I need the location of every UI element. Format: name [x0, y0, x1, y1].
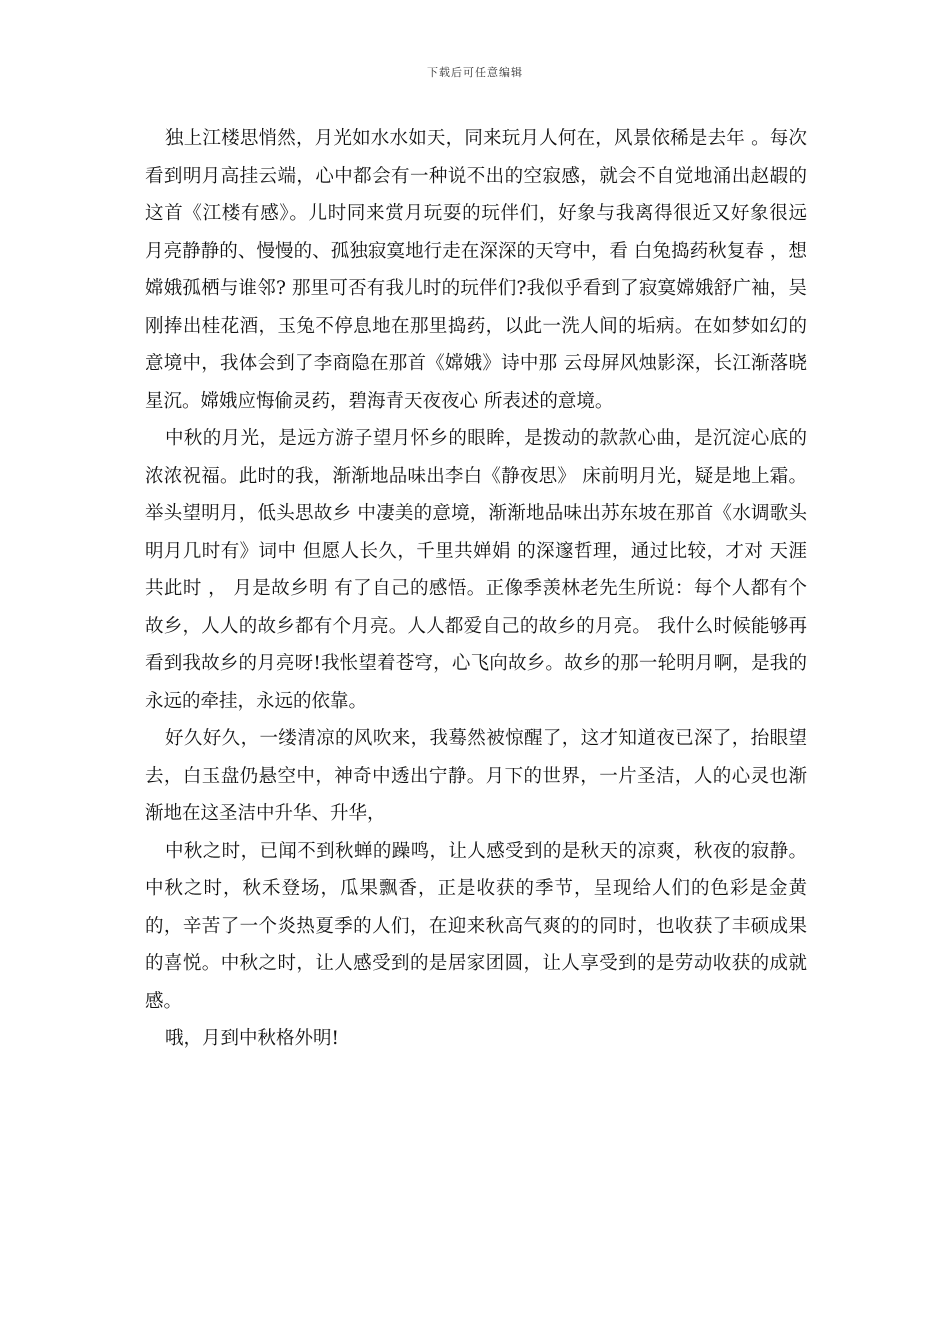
- page-header: 下载后可任意编辑: [427, 66, 523, 79]
- paragraph: 哦，月到中秋格外明!: [165, 1028, 339, 1049]
- paragraph: 中秋之时，已闻不到秋蝉的躁鸣，让人感受到的是秋天的凉爽，秋夜的寂静。中秋之时，秋禾登场，瓜果飘香，正是收获的季节，呈现给人们的色彩是金黄的，辛苦了一个炎热夏季的人们，在迎来秋高气爽的的同时，也收获了丰硕成果的喜悦。中秋之时，让人感受到的是居家团圆，让人享受到的是劳动收获的成就感。: [145, 840, 807, 1012]
- paragraph: 好久好久，一缕清凉的风吹来，我蓦然被惊醒了，这才知道夜已深了，抬眼望去，白玉盘仍悬空中，神奇中透出宁静。月下的世界，一片圣洁，人的心灵也渐渐地在这圣洁中升华、升华，: [145, 728, 807, 824]
- paragraph: 中秋的月光，是远方游子望月怀乡的眼眸，是拨动的款款心曲，是沉淀心底的浓浓祝福。此时的我，渐渐地品味出李白《静夜思》 床前明月光，疑是地上霜。举头望明月，低头思故乡 中凄美的意境，渐渐地品味出苏东坡在那首《水调歌头 明月几时有》词中 但愿人长久，千里共婵娟 的深邃哲理，通过比较，才对 天涯共此时 ， 月是故乡明 有了自己的感悟。正像季羡林老先生所说：每个人都有个故乡，人人的故乡都有个月亮。人人都爱自己的故乡的月亮。 我什么时候能够再看到我故乡的月亮呀!我怅望着苍穹，心飞向故乡。故乡的那一轮明月啊，是我的永远的牵挂，永远的依靠。: [145, 428, 807, 712]
- essay-body: [145, 120, 807, 1058]
- paragraph: 独上江楼思悄然，月光如水水如天，同来玩月人何在，风景依稀是去年 。每次看到明月高挂云端，心中都会有一种说不出的空寂感，就会不自觉地涌出赵嘏的这首《江楼有感》。儿时同来赏月玩耍的玩伴们，好象与我离得很近又好象很远 月亮静静的、慢慢的、孤独寂寞地行走在深深的天穹中，看 白兔捣药秋复春 ，想 嫦娥孤栖与谁邻? 那里可否有我儿时的玩伴们?我似乎看到了寂寞嫦娥舒广袖，吴刚捧出桂花酒，玉兔不停息地在那里捣药，以此一洗人间的垢病。在如梦如幻的意境中，我体会到了李商隐在那首《嫦娥》诗中那 云母屏风烛影深，长江渐落晓星沉。嫦娥应悔偷灵药，碧海青天夜夜心 所表述的意境。: [145, 128, 807, 412]
